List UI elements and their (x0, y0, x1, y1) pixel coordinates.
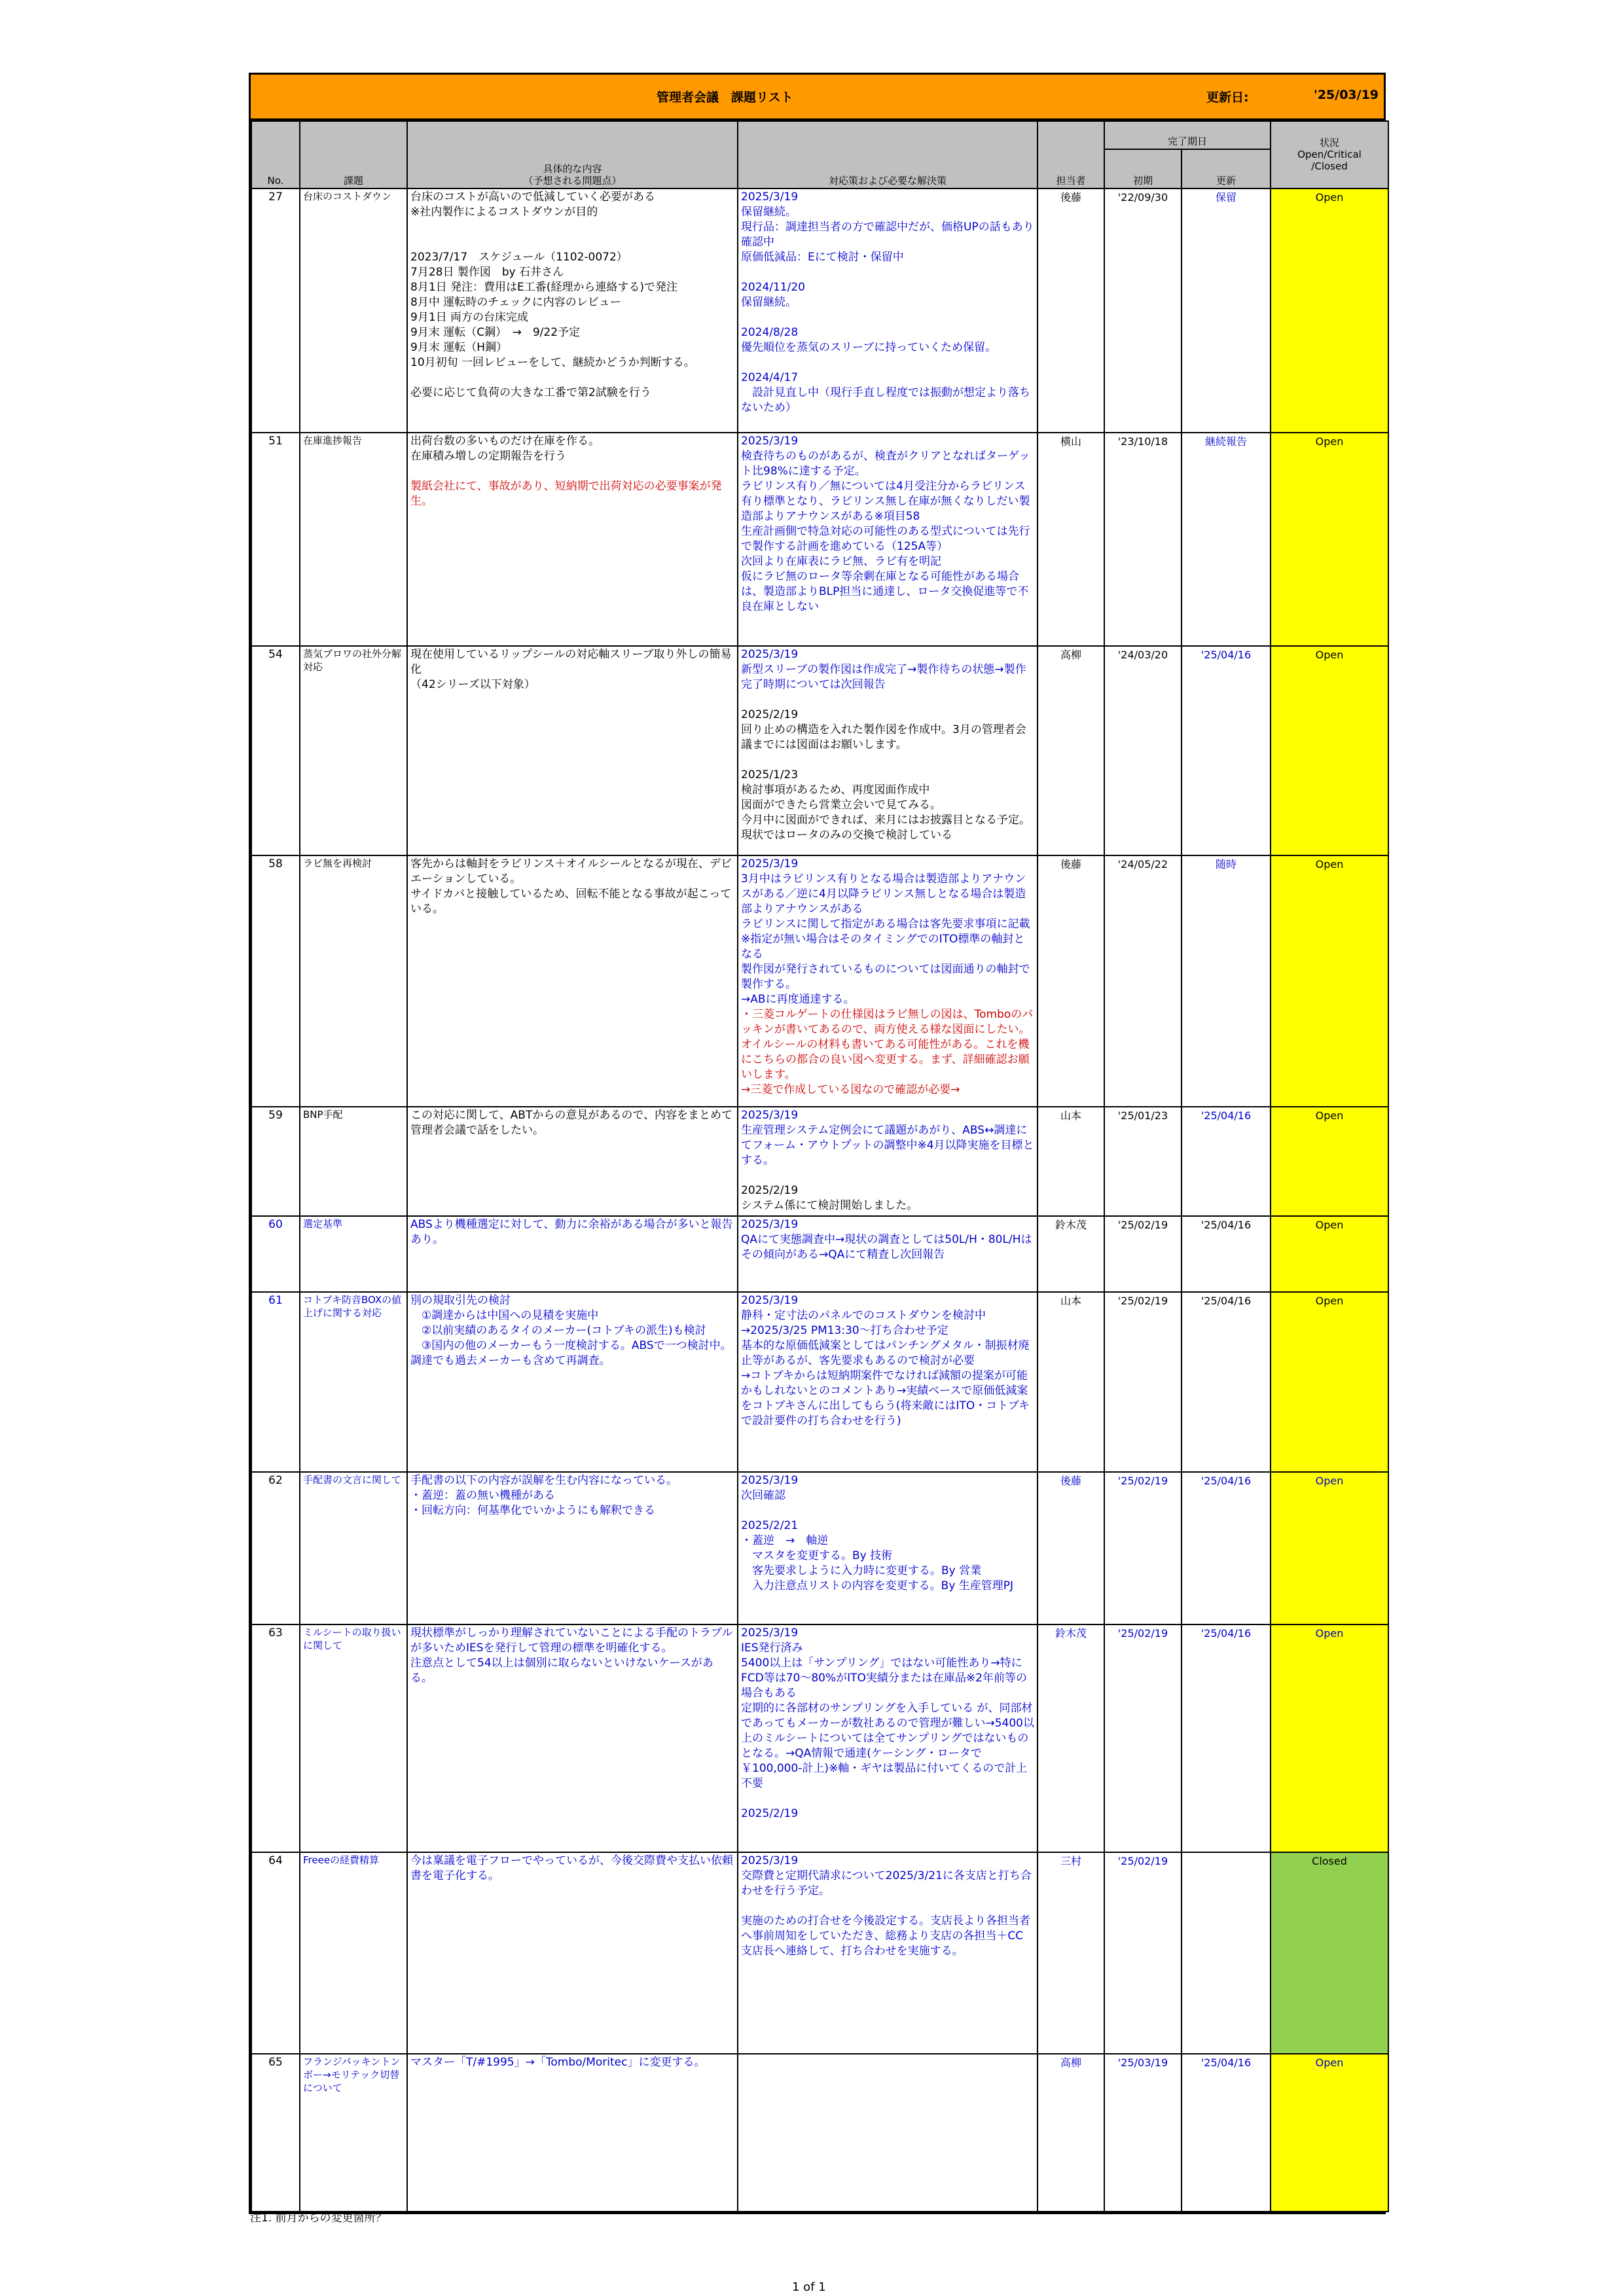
issue-number: 58 (251, 855, 300, 1107)
issue-status: Open (1271, 433, 1388, 646)
updated-date: '25/03/19 (1314, 88, 1379, 102)
issue-measure (738, 1107, 1038, 1216)
issue-row (251, 188, 1388, 433)
issue-row (251, 2054, 1388, 2212)
measure-latest-text: 2025/3/19 生産管理システム定例会にて議題があがり、ABS↔調達にてフォーム・アウトプットの調整中※4月以降実施を目標とする。 (741, 1109, 1034, 1167)
issue-number: 64 (251, 1852, 300, 2054)
header-owner: 担当者 (1038, 121, 1104, 188)
issue-status: Closed (1271, 1852, 1388, 2054)
issue-content (407, 646, 738, 855)
issue-updated-date: '25/04/16 (1182, 1216, 1271, 1292)
issue-status: Open (1271, 1107, 1388, 1216)
measure-text: 2025/3/19 検査待ちのものがあるが、検査がクリアとなればターゲット比98%に達する予定。 ラビリンス有り／無については4月受注分からラビリンス有り標準となり、ラビリンス無し在庫が無くなりしだい製造部よりアナウンスがある※項目58 生産計画側で特急対応の可能性のある型式については先行で製作する計画を進めている（125A等） 次回より在庫表にラビ無、ラビ有を明記 仮にラビ無のロータ等余剰在庫となる可能性がある場合は、製造部よりBLP担当に通達し、ロータ交換促進等で不良在庫としない (741, 435, 1030, 613)
measure-text: 2025/3/19 QAにて実態調査中→現状の調査としては50L/H・80L/Hはその傾向がある→QAにて精査し次回報告 (741, 1218, 1032, 1261)
issue-title: ミルシートの取り扱いに関して (300, 1624, 407, 1852)
header-first: 初期 (1104, 149, 1182, 188)
issue-title: 在庫進捗報告 (300, 433, 407, 646)
issue-number: 65 (251, 2054, 300, 2212)
issue-number: 60 (251, 1216, 300, 1292)
content-text: 現状標準がしっかり理解されていないことによる手配のトラブルが多いためIESを発行して管理の標準を明確化する。 注意点として54以上は個別に取らないといけないケースがある。 (410, 1626, 733, 1685)
issue-updated-date: 保留 (1182, 188, 1271, 433)
issue-initial-date: '25/02/19 (1104, 1624, 1182, 1852)
title-bar (251, 75, 1384, 120)
issue-status: Open (1271, 2054, 1388, 2212)
page-indicator: 1 of 1 (792, 2280, 826, 2294)
issue-initial-date: '25/02/19 (1104, 1472, 1182, 1624)
issue-number: 62 (251, 1472, 300, 1624)
issue-content (407, 2054, 738, 2212)
issue-content (407, 188, 738, 433)
issue-title: 手配書の文言に関して (300, 1472, 407, 1624)
issue-owner: 後藤 (1038, 855, 1104, 1107)
issue-owner: 山本 (1038, 1107, 1104, 1216)
issue-number: 59 (251, 1107, 300, 1216)
measure-latest-text: 2025/3/19 新型スリーブの製作図は作成完了→製作待ちの状態→製作完了時期については次回報告 (741, 648, 1026, 691)
issue-content (407, 855, 738, 1107)
issue-row (251, 855, 1388, 1107)
issue-updated-date: 随時 (1182, 855, 1271, 1107)
issue-row (251, 1107, 1388, 1216)
updated-label: 更新日: (1206, 90, 1249, 105)
issue-content (407, 1472, 738, 1624)
issue-updated-date (1182, 1852, 1271, 2054)
issue-title: BNP手配 (300, 1107, 407, 1216)
issue-initial-date: '24/05/22 (1104, 855, 1182, 1107)
issue-updated-date: '25/04/16 (1182, 1107, 1271, 1216)
issue-updated-date: 継続報告 (1182, 433, 1271, 646)
issue-updated-date: '25/04/16 (1182, 1472, 1271, 1624)
issue-initial-date: '25/02/19 (1104, 1852, 1182, 2054)
measure-text: 2025/3/19 次回確認 2025/2/21 ・蓋逆 → 軸逆 マスタを変更する。By 技術 客先要求しように入力時に変更する。By 営業 入力注意点リストの内容を変更する。By 生産管理PJ (741, 1474, 1014, 1592)
issue-owner: 鈴木茂 (1038, 1216, 1104, 1292)
issue-owner: 高柳 (1038, 2054, 1104, 2212)
issue-updated-date: '25/04/16 (1182, 1624, 1271, 1852)
content-alert-text: 製紙会社にて、事故があり、短納期で出荷対応の必要事案が発生。 (410, 480, 722, 508)
header-issue: 課題 (300, 121, 407, 188)
issue-updated-date: '25/04/16 (1182, 646, 1271, 855)
issue-row (251, 433, 1388, 646)
issue-number: 54 (251, 646, 300, 855)
issue-measure (738, 1292, 1038, 1472)
measure-text: 2025/2/19 回り止めの構造を入れた製作図を作成中。3月の管理者会議までには図面はお願いします。 2025/1/23 検討事項があるため、再度図面作成中 図面ができたら営業立会いで見てみる。 今月中に図面ができれば、来月にはお披露目となる予定。 現状ではロータのみの交換で検討している (741, 708, 1030, 842)
issue-content (407, 1624, 738, 1852)
issue-measure (738, 433, 1038, 646)
issue-title: フランジパッキントンボー→モリテック切替について (300, 2054, 407, 2212)
issue-status: Open (1271, 855, 1388, 1107)
content-text: この対応に関して、ABTからの意見があるので、内容をまとめて管理者会議で話をしたい。 (410, 1109, 732, 1137)
measure-text: 2025/3/19 3月中はラビリンス有りとなる場合は製造部よりアナウンスがある／逆に4月以降ラビリンス無しとなる場合は製造部よりアナウンスがある ラビリンスに関して指定がある場合は客先要求事項に記載※指定が無い場合はそのタイミングでのITO標準の軸封となる 製作図が発行されているものについては図面通りの軸封で製作する。 →ABに再度通達する。 (741, 857, 1030, 1006)
issue-owner: 後藤 (1038, 1472, 1104, 1624)
sheet-title: 管理者会議 課題リスト (657, 90, 793, 105)
issue-status: Open (1271, 188, 1388, 433)
content-text: 今は稟議を電子フローでやっているが、今後交際費や支払い依頼書を電子化する。 (410, 1854, 733, 1882)
issue-table (251, 120, 1389, 2212)
issue-owner: 鈴木茂 (1038, 1624, 1104, 1852)
issue-list-sheet (249, 73, 1386, 2214)
measure-text: 2025/2/19 システム係にて検討開始しました。 (741, 1184, 918, 1212)
issue-row (251, 1852, 1388, 2054)
issue-measure (738, 1624, 1038, 1852)
content-text: マスター「T/#1995」→「Tombo/Moritec」に変更する。 (410, 2056, 706, 2069)
measure-text: 2025/3/19 IES発行済み 5400以上は「サンプリング」ではない可能性あり→特にFCD等は70～80%がITO実績分または在庫品※2年前等の場合もある 定期的に各部材のサンプリングを入手している が、同部材であってもメーカーが数社あるので管理が難しい→5400以上のミルシートについては全てサンプリングではないものとなる。→QA情報で通達(ケーシング・ロータで￥100,000-計上)※軸・ギヤは製品に付いてくるので計上不要 2025/2/19 (741, 1626, 1034, 1820)
content-text: 客先からは軸封をラビリンス＋オイルシールとなるが現在、デビエーションしている。 サイドカバと接触しているため、回転不能となる事故が起こっている。 (410, 857, 732, 916)
issue-title: Freeeの経費精算 (300, 1852, 407, 2054)
issue-row (251, 1292, 1388, 1472)
issue-title: 選定基準 (300, 1216, 407, 1292)
issue-title: コトブキ防音BOXの値上げに関する対応 (300, 1292, 407, 1472)
header-update: 更新 (1182, 149, 1271, 188)
issue-measure (738, 646, 1038, 855)
issue-content (407, 1852, 738, 2054)
issue-status: Open (1271, 1472, 1388, 1624)
header-status: 状況 Open/Critical /Closed (1271, 121, 1388, 188)
measure-text: 2025/3/19 保留継続。 現行品：調達担当者の方で確認中だが、価格UPの話もあり確認中 原価低減品：Eにて検討・保留中 2024/11/20 保留継続。 2024/8/28 優先順位を蒸気のスリーブに持っていくため保留。 2024/4/17 設計見直し中（現行手直し程度では振動が想定より落ちないため） (741, 190, 1034, 414)
issue-number: 51 (251, 433, 300, 646)
content-text: 手配書の以下の内容が誤解を生む内容になっている。 ・蓋逆：蓋の無い機種がある ・回転方向：何基準化でいかようにも解釈できる (410, 1474, 677, 1517)
content-text: 台床のコストが高いので低減していく必要がある ※社内製作によるコストダウンが目的 2023/7/17 スケジュール（1102-0072） 7月28日 製作図 by 石井さん 8月1日 発注：費用はE工番(経理から連絡する)で発注 8月中 運転時のチェックに内容のレビュー 9月1日 両方の台床完成 9月末 運転（C鋼） → 9/22予定 9月末 運転（H鋼） 10月初旬 一回レビューをして、継続かどうか判断する。 必要に応じて負荷の大きな工番で第2試験を行う (410, 190, 695, 399)
issue-owner: 横山 (1038, 433, 1104, 646)
issue-initial-date: '25/01/23 (1104, 1107, 1182, 1216)
issue-owner: 山本 (1038, 1292, 1104, 1472)
issue-owner: 三村 (1038, 1852, 1104, 2054)
issue-initial-date: '22/09/30 (1104, 188, 1182, 433)
header-content: 具体的な内容 （予想される問題点） (407, 121, 738, 188)
issue-owner: 後藤 (1038, 188, 1104, 433)
measure-text: 2025/3/19 交際費と定期代請求について2025/3/21に各支店と打ち合わせを行う予定。 実施のための打合せを今後設定する。支店長より各担当者へ事前周知をしていただき、総務より支店の各担当＋CC支店長へ連絡して、打ち合わせを実施する。 (741, 1854, 1032, 1958)
issue-measure (738, 1852, 1038, 2054)
header-measure: 対応策および必要な解決策 (738, 121, 1038, 188)
issue-initial-date: '25/03/19 (1104, 2054, 1182, 2212)
issue-status: Open (1271, 1292, 1388, 1472)
issue-content (407, 1216, 738, 1292)
issue-initial-date: '24/03/20 (1104, 646, 1182, 855)
issue-row (251, 646, 1388, 855)
issue-number: 63 (251, 1624, 300, 1852)
issue-status: Open (1271, 1216, 1388, 1292)
header-no: No. (251, 121, 300, 188)
issue-measure (738, 855, 1038, 1107)
issue-measure (738, 2054, 1038, 2212)
measure-alert-text: ・三菱コルゲートの仕様図はラビ無しの図は、Tomboのパッキンが書いてあるので、両方使える様な図面にしたい。オイルシールの材料も書いてある可能性がある。これを機にこちらの都合の良い図へ変更する。まず、詳細確認お願いします。 →三菱で作成している図なので確認が必要→ (741, 1008, 1034, 1096)
content-text: 出荷台数の多いものだけ在庫を作る。 在庫積み増しの定期報告を行う (410, 435, 600, 463)
issue-status: Open (1271, 1624, 1388, 1852)
issue-measure (738, 1216, 1038, 1292)
issue-updated-date: '25/04/16 (1182, 2054, 1271, 2212)
content-text: ABSより機種選定に対して、動力に余裕がある場合が多いと報告あり。 (410, 1218, 733, 1246)
issue-measure (738, 188, 1038, 433)
issue-content (407, 1107, 738, 1216)
header-due: 完了期日 (1104, 121, 1271, 149)
issue-title: 台床のコストダウン (300, 188, 407, 433)
measure-text: 2025/3/19 静科・定寸法のパネルでのコストダウンを検討中 →2025/3/25 PM13:30～打ち合わせ予定 基本的な原価低減案としてはパンチングメタル・制振材廃止等があるが、客先要求もあるので検討が必要 →コトブキからは短納期案件でなければ減額の提案が可能かもしれないとのコメントあり→実績ベースで原価低減案をコトブキさんに出してもらう(将来敵にはITO・コトブキで設計要件の打ち合わせを行う) (741, 1294, 1030, 1427)
issue-number: 27 (251, 188, 300, 433)
issue-title: ラビ無を再検討 (300, 855, 407, 1107)
issue-row (251, 1472, 1388, 1624)
issue-row (251, 1624, 1388, 1852)
content-text: 別の規取引先の検討 ①調達からは中国への見積を実施中 ②以前実績のあるタイのメーカー(コトブキの派生)も検討 ③国内の他のメーカーもう一度検討する。ABSで一つ検討中。調達でも過去メーカーも含めて再調査。 (410, 1294, 732, 1367)
issue-title: 蒸気ブロワの社外分解対応 (300, 646, 407, 855)
issue-content (407, 433, 738, 646)
footnote: 注1. 前月からの変更箇所？ (250, 2212, 387, 2225)
issue-initial-date: '23/10/18 (1104, 433, 1182, 646)
issue-updated-date: '25/04/16 (1182, 1292, 1271, 1472)
issue-content (407, 1292, 738, 1472)
issue-status: Open (1271, 646, 1388, 855)
issue-owner: 高柳 (1038, 646, 1104, 855)
issue-initial-date: '25/02/19 (1104, 1292, 1182, 1472)
issue-measure (738, 1472, 1038, 1624)
issue-row (251, 1216, 1388, 1292)
content-text: 現在使用しているリップシールの対応軸スリーブ取り外しの簡易化 （42シリーズ以下対象） (410, 648, 732, 691)
issue-initial-date: '25/02/19 (1104, 1216, 1182, 1292)
issue-number: 61 (251, 1292, 300, 1472)
